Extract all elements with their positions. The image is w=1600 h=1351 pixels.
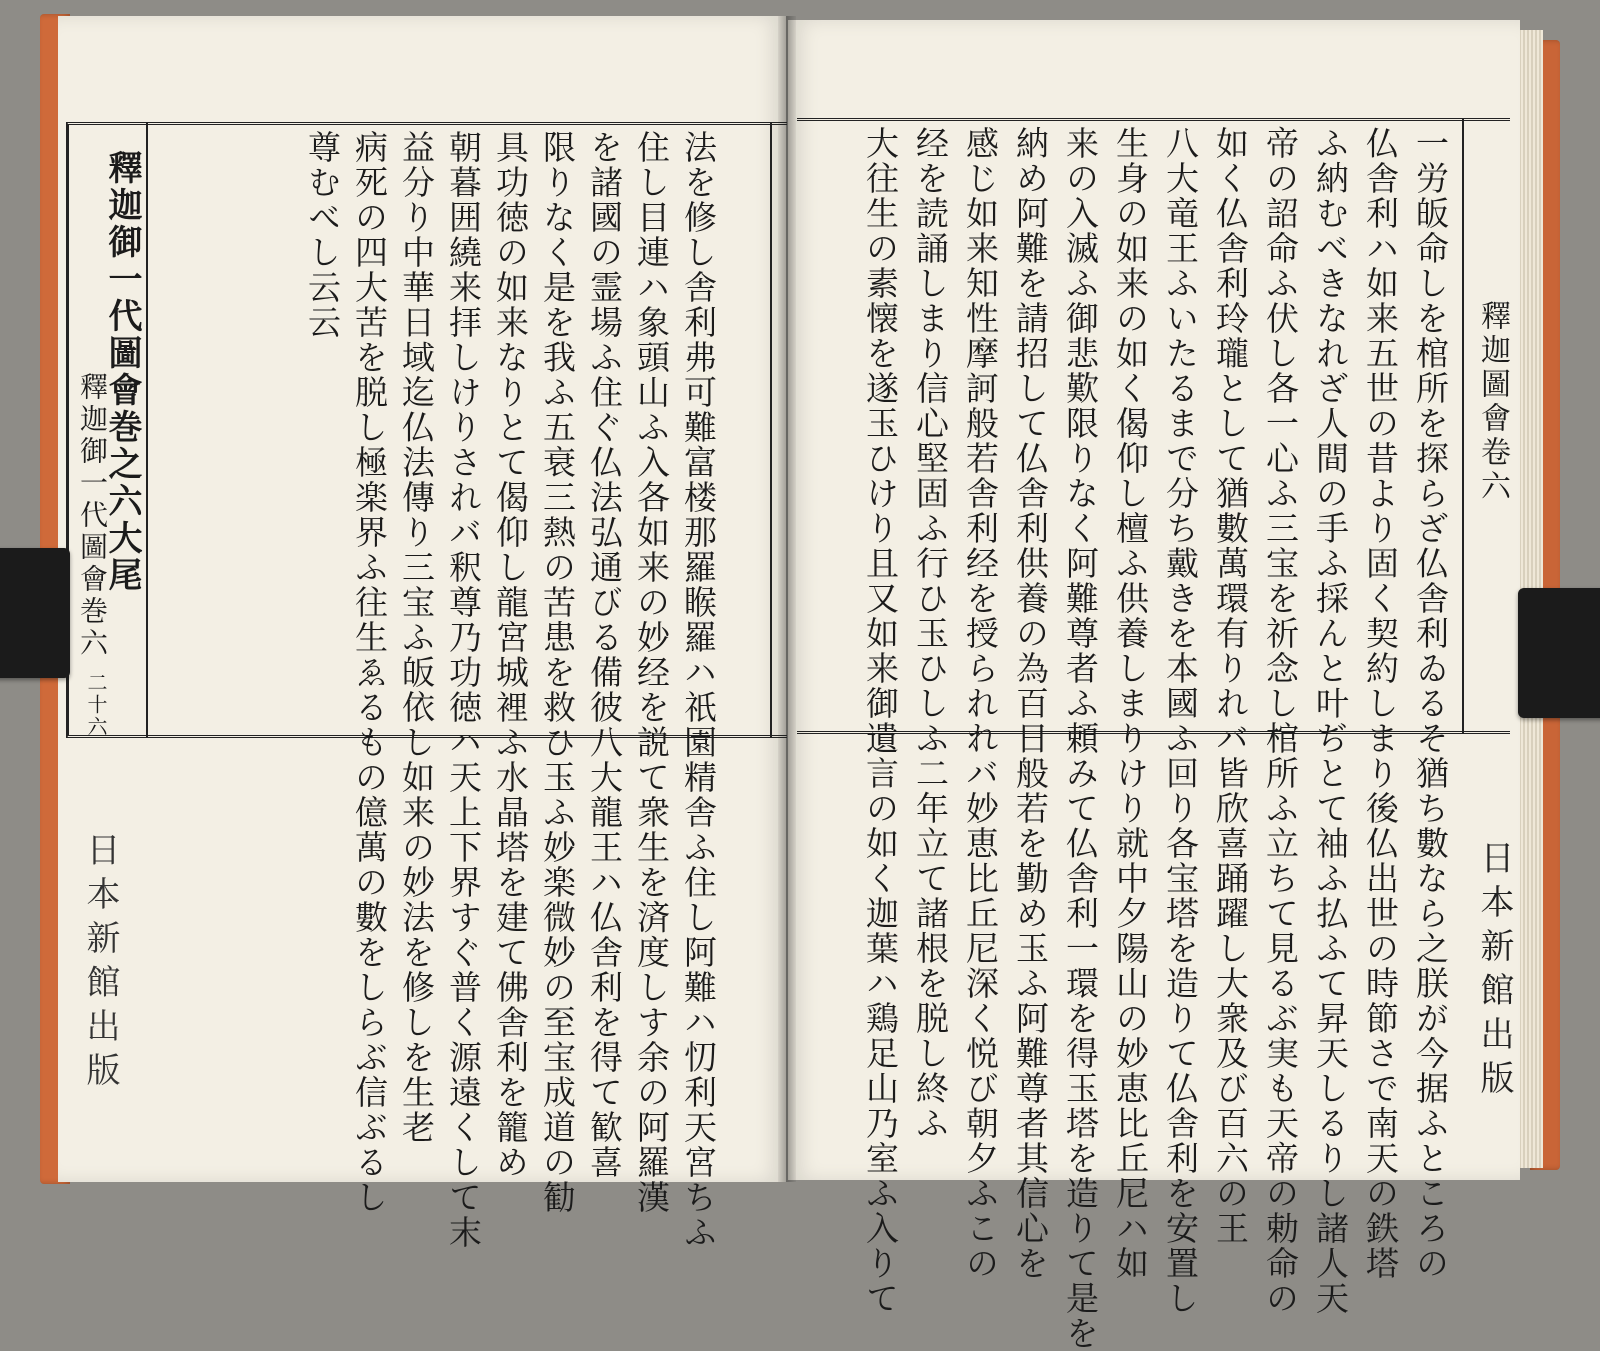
- right-publisher-mark: 日本新館出版: [1474, 840, 1514, 1104]
- right-margin-divider: [1462, 118, 1464, 734]
- text-column: 住し目連ハ象頭山ふ入各如来の妙经を説て衆生を済度しす余の阿羅漢: [632, 130, 671, 1215]
- left-binder-clip: [0, 548, 70, 678]
- text-column: 納め阿難を請招して仏舎利供養の為百日般若を勤め玉ふ阿難尊者其信心を: [1011, 126, 1050, 1281]
- text-column: 八大竜王ふいたるまで分ち戴きを本國ふ回り各宝塔を造りて仏舎利を安置し: [1161, 126, 1200, 1316]
- text-column: 益分り中華日域迄仏法傳り三宝ふ皈依し如来の妙法を修しを生老: [397, 130, 436, 1145]
- text-column: 经を読誦しまり信心堅固ふ行ひ玉ひしふ二年立て諸根を脱し終ふ: [911, 126, 950, 1141]
- text-column: 尊むべし云云: [303, 130, 342, 340]
- hashira-title: 釋迦圖會卷六: [1475, 300, 1510, 504]
- right-text-frame: [797, 118, 1510, 734]
- text-column: 法を修し舎利弗可難富楼那羅睺羅ハ祇園精舎ふ住し阿難ハ忉利天宮ちふ: [679, 130, 718, 1250]
- text-column: 感じ如来知性摩訶般若舎利经を授られれバ妙恵比丘尼深く悦び朝夕ふこの: [961, 126, 1000, 1281]
- text-column: 限りなく是を我ふ五衰三熱の苦患を救ひ玉ふ妙楽微妙の至宝成道の勧: [538, 130, 577, 1215]
- book-end-title: 釋迦御一代圖會巻之六大尾: [102, 150, 142, 594]
- text-column: 具功徳の如来なりとて偈仰し龍宮城裡ふ水晶塔を建て佛舎利を籠め: [491, 130, 530, 1180]
- text-column: 一労皈命しを棺所を探らざ仏舎利ゐるそ猶ち數なら之朕が今据ふところの: [1411, 126, 1450, 1281]
- text-column: 朝暮囲繞来拝しけりされバ釈尊乃功徳ハ天上下界すぐ普く源遠くして末: [444, 130, 483, 1250]
- hashira-title: 釋迦御一代圖會巻六: [76, 372, 109, 660]
- text-column: を諸國の霊場ふ住ぐ仏法弘通びる備彼八大龍王ハ仏舎利を得て歓喜: [585, 130, 624, 1180]
- text-column: 仏舎利ハ如来五世の昔より固く契約しまり後仏出世の時節さで南天の鉄塔: [1361, 126, 1400, 1281]
- right-binder-clip: [1518, 588, 1600, 718]
- text-column: ふ納むべきなれざ人間の手ふ採んと叶ぢとて袖ふ払ふて昇天しるりし諸人天: [1311, 126, 1350, 1316]
- left-publisher-mark: 日本新館出版: [80, 832, 120, 1096]
- text-column: 大往生の素懐を遂玉ひけり且又如来御遺言の如く迦葉ハ鶏足山乃室ふ入りて: [861, 126, 900, 1316]
- text-column: 如く仏舎利玲瓏として猶數萬環有りれバ皆欣喜踊躍し大衆及び百六の王: [1211, 126, 1250, 1246]
- text-column: 生身の如来の如く偈仰し檀ふ供養しまりけり就中夕陽山の妙恵比丘尼ハ如: [1111, 126, 1150, 1281]
- text-column: 病死の四大苦を脱し極楽界ふ往生ゑるもの億萬の數をしらぶ信ぶるし: [350, 130, 389, 1215]
- page-number: 二十六: [84, 672, 108, 738]
- text-column: 来の入滅ふ御悲歎限りなく阿難尊者ふ頼みて仏舎利一環を得玉塔を造りて是を: [1061, 126, 1100, 1351]
- left-frame-edge: [770, 122, 772, 738]
- text-column: 帝の詔命ふ伏し各一心ふ三宝を祈念し棺所ふ立ちて見るぶ実も天帝の勅命の: [1261, 126, 1300, 1316]
